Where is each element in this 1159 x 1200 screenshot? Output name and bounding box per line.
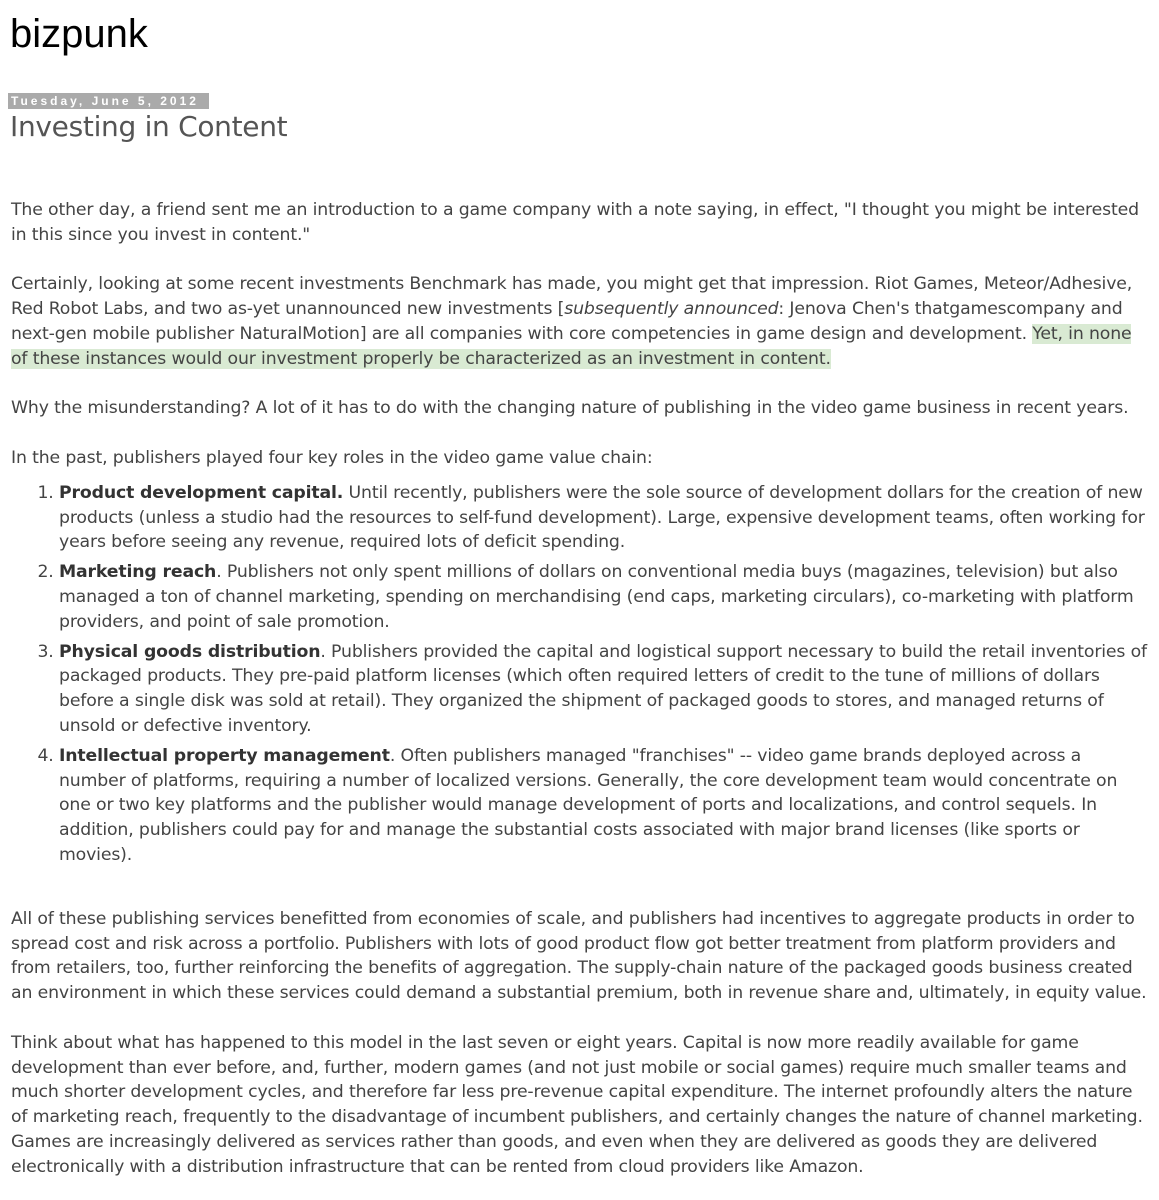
- role-title: Marketing reach: [59, 562, 217, 583]
- role-title: Intellectual property management: [59, 745, 390, 766]
- post-body: [11, 198, 1151, 1179]
- paragraph-roles-intro: In the past, publishers played four key roles in the video game value chain:: [11, 447, 653, 468]
- paragraph-model-changes: Think about what has happened to this model in the last seven or eight years. Capital is now more readily available for game development than ever before, and, further, modern games (and not just mobile or social games) require much smaller teams and much shorter development cycles, and therefore far less pre-revenue capital expenditure. The internet profoundly alters the nature of marketing reach, frequently to the disadvantage of incumbent publishers, and certainly changes the nature of channel marketing. Games are increasingly delivered as services rather than goods, and even when they are delivered as goods they are delivered electronically with a distribution infrastructure that can be rented from cloud providers like Amazon.: [11, 1032, 1143, 1177]
- publisher-roles-list: [11, 481, 1151, 868]
- list-item: [59, 640, 1151, 739]
- paragraph-economies-of-scale: All of these publishing services benefitted from economies of scale, and publishers had incentives to aggregate products in order to spread cost and risk across a portfolio. Publishers with lots of good product flow got better treatment from platform providers and from retailers, too, further reinforcing the benefits of aggregation. The supply-chain nature of the packaged goods business created an environment in which these services could demand a substantial premium, both in revenue share and, ultimately, in equity value.: [11, 908, 1147, 1004]
- list-item: [59, 744, 1151, 868]
- role-title: Product development capital.: [59, 482, 344, 503]
- role-text: . Publishers provided the capital and logistical support necessary to build the retail inventories of packaged products. They pre-paid platform licenses (which often required letters of credit to the tune of millions of dollars before a single disk was sold at retail). They organized the shipment of packaged goods to stores, and managed returns of unsold or defective inventory.: [59, 641, 1147, 736]
- subsequently-announced-note: subsequently announced: [564, 299, 779, 320]
- paragraph-investments-text-1: Certainly, looking at some recent investments Benchmark has made, you might get that impression. Riot Games, Meteor/Adhesive, Red Robot Labs, and two as-yet unannounced new investments [: [11, 274, 1133, 320]
- post-date: Tuesday, June 5, 2012: [8, 93, 209, 109]
- post-title[interactable]: Investing in Content: [10, 110, 288, 143]
- list-item: [59, 560, 1151, 634]
- paragraph-investments: [11, 272, 1151, 371]
- role-text: . Publishers not only spent millions of dollars on conventional media buys (magazines, television) but also managed a ton of channel marketing, spending on merchandising (end caps, marketing circulars), co-marketing with platform providers, and point of sale promotion.: [59, 562, 1134, 632]
- paragraph-misunderstanding: Why the misunderstanding? A lot of it has to do with the changing nature of publishing in the video game business in recent years.: [11, 398, 1129, 419]
- paragraph-investments-text-2: : Jenova Chen's thatgamescompany and next-gen mobile publisher NaturalMotion] are all companies with core competencies in game design and development.: [11, 299, 1123, 344]
- role-text: Until recently, publishers were the sole source of development dollars for the creation of new products (unless a studio had the resources to self-fund development). Large, expensive development teams, often working for years before seeing any revenue, required lots of deficit spending.: [59, 482, 1145, 553]
- highlighted-text: Yet, in none of these instances would our investment properly be characterized as an investment in content.: [11, 323, 1132, 369]
- list-item: [59, 481, 1151, 555]
- role-text: . Often publishers managed "franchises" -- video game brands deployed across a number of platforms, requiring a number of localized versions. Generally, the core development team would concentrate on one or two key platforms and the publisher would manage development of ports and localizations, and control sequels. In addition, publishers could pay for and manage the substantial costs associated with major brand licenses (like sports or movies).: [59, 745, 1118, 865]
- blog-title[interactable]: bizpunk: [10, 12, 148, 56]
- paragraph-intro: The other day, a friend sent me an introduction to a game company with a note saying, in effect, "I thought you might be interested in this since you invest in content.": [11, 200, 1139, 245]
- role-title: Physical goods distribution: [59, 641, 321, 662]
